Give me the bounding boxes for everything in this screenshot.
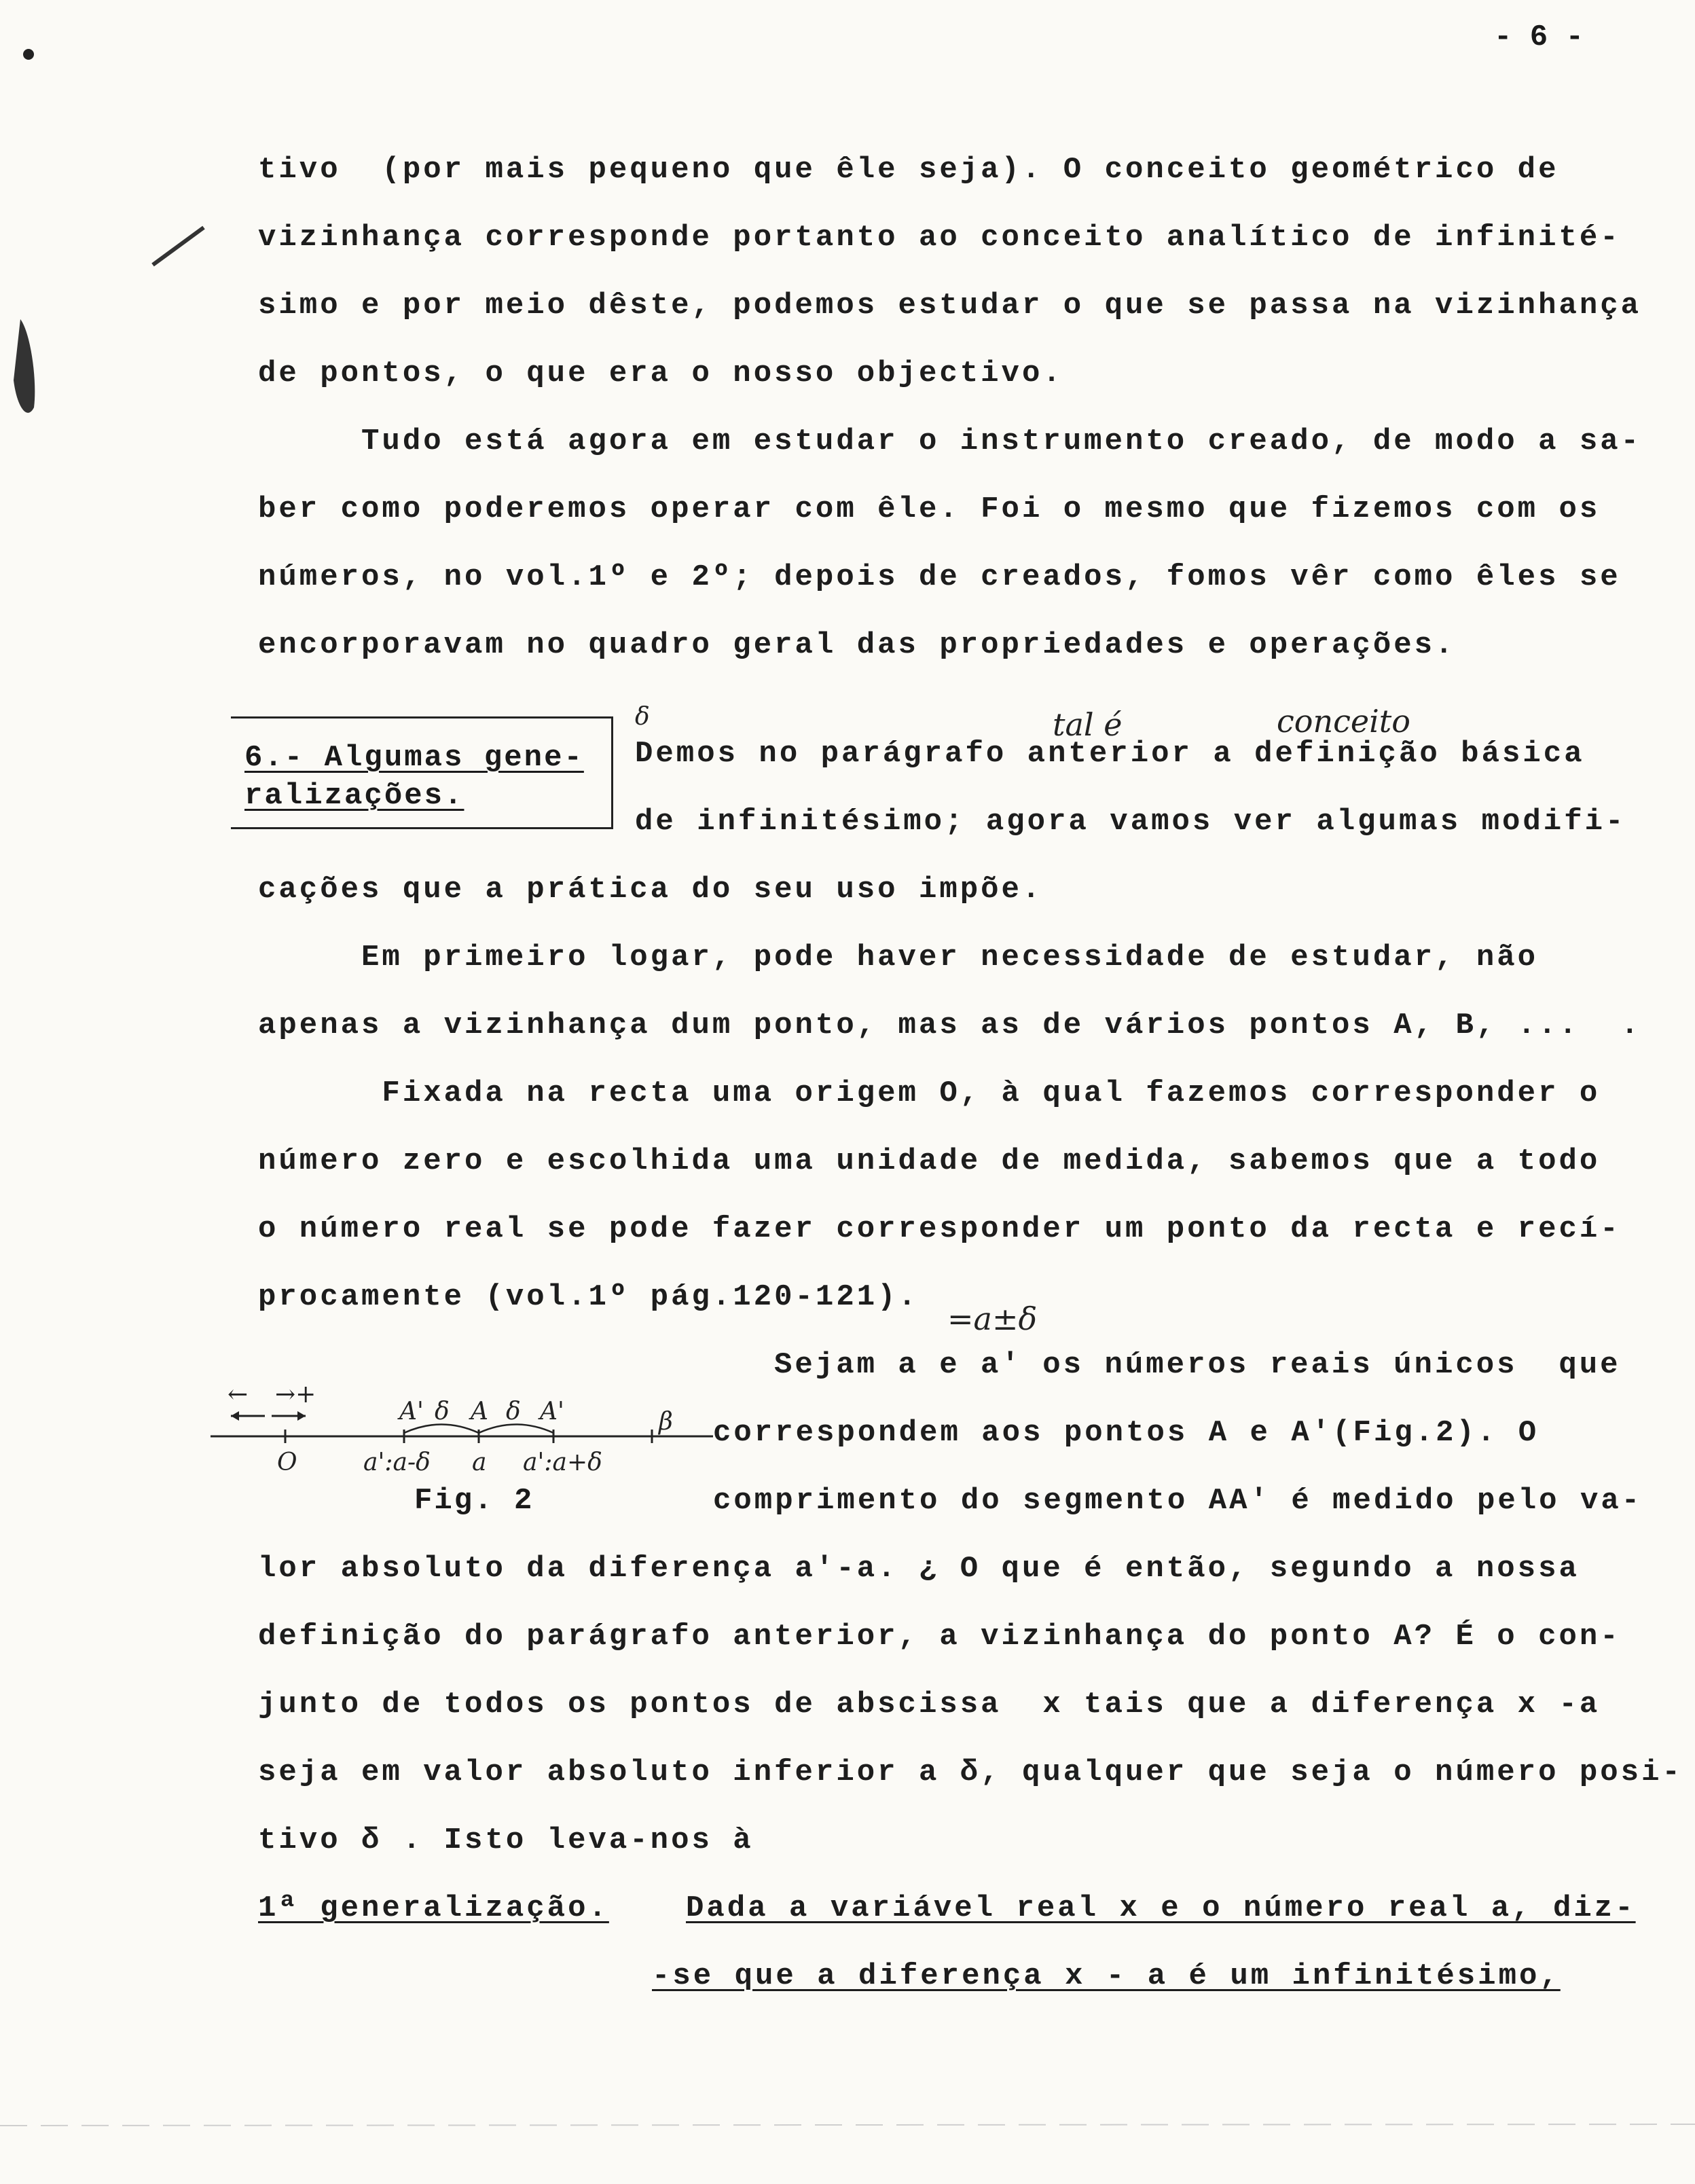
point-label: A — [471, 1398, 488, 1425]
section-heading-line: 6.- Algumas gene- — [244, 741, 584, 775]
text-line: simo e por meio dêste, podemos estudar o que se passa na vizinhança — [258, 289, 1642, 323]
point-label: A' — [540, 1398, 564, 1425]
generalization-heading: 1ª generalização. — [258, 1891, 609, 1925]
text-line: Sejam a e a' os números reais únicos que — [774, 1348, 1621, 1382]
text-line: o número real se pode fazer corresponder um ponto da recta e recí- — [258, 1212, 1621, 1246]
text-line: comprimento do segmento AA' é medido pelo va- — [713, 1484, 1643, 1518]
axis-label: O — [277, 1449, 297, 1476]
text-line: junto de todos os pontos de abscissa x tais que a diferença x -a — [258, 1688, 1601, 1722]
text-line: Tudo está agora em estudar o instrumento creado, de modo a sa- — [258, 424, 1642, 458]
page-number: - 6 - — [1494, 20, 1584, 54]
text-line: vizinhança corresponde portanto ao conceito analítico de infinité- — [258, 221, 1621, 255]
text-line: número zero e escolhida uma unidade de medida, sabemos que a todo — [258, 1144, 1601, 1178]
text-line: lor absoluto da diferença a'-a. ¿ O que é então, segundo a nossa — [258, 1552, 1580, 1586]
text-line: Em primeiro logar, pode haver necessidade de estudar, não — [258, 941, 1539, 975]
text-line: Fixada na recta uma origem O, à qual fazemos corresponder o — [258, 1076, 1601, 1110]
delta-label: δ — [506, 1398, 521, 1425]
point-label: A' — [399, 1398, 424, 1425]
point-label: β — [659, 1408, 673, 1436]
handwritten-mark: δ — [635, 703, 650, 731]
text-line: tivo (por mais pequeno que êle seja). O conceito geométrico de — [258, 153, 1559, 187]
handwritten-annotation: =a±δ — [947, 1300, 1038, 1337]
text-line: encorporavam no quadro geral das propriedades e operações. — [258, 628, 1456, 662]
text-line: de infinitésimo; agora vamos ver algumas modifi- — [635, 805, 1626, 839]
text-line: números, no vol.1º e 2º; depois de creados, fomos vêr como êles se — [258, 560, 1621, 594]
delta-label: δ — [435, 1398, 450, 1425]
axis-label: a':a+δ — [523, 1449, 602, 1476]
arrow-label: →+ — [275, 1381, 316, 1408]
definition-line: Dada a variável real x e o número real a, diz- — [686, 1891, 1636, 1925]
figure-caption: Fig. 2 — [414, 1484, 534, 1518]
text-line: seja em valor absoluto inferior a δ, qualquer que seja o número posi- — [258, 1755, 1683, 1789]
text-line: tivo δ . Isto leva-nos à — [258, 1823, 754, 1857]
text-line: definição do parágrafo anterior, a vizinhança do ponto A? É o con- — [258, 1620, 1621, 1654]
text-line: cações que a prática do seu uso impõe. — [258, 873, 1043, 907]
text-line: procamente (vol.1º pág.120-121). — [258, 1280, 919, 1314]
section-heading-line: ralizações. — [244, 779, 464, 813]
text-line: de pontos, o que era o nosso objectivo. — [258, 357, 1063, 390]
handwritten-annotation: conceito — [1277, 703, 1410, 740]
text-line: correspondem aos pontos A e A'(Fig.2). O — [713, 1416, 1539, 1450]
definition-line: -se que a diferença x - a é um infinitésimo, — [652, 1959, 1561, 1993]
text-line: apenas a vizinhança dum ponto, mas as de vários pontos A, B, ... . — [258, 1008, 1642, 1042]
text-line: ber como poderemos operar com êle. Foi o mesmo que fizemos com os — [258, 492, 1601, 526]
handwritten-annotation: tal é — [1053, 706, 1123, 743]
text-line: Demos no parágrafo anterior a definição básica — [635, 737, 1585, 771]
arrow-label: ← — [227, 1381, 249, 1408]
axis-label: a':a-δ — [363, 1449, 431, 1476]
axis-label: a — [472, 1449, 487, 1476]
